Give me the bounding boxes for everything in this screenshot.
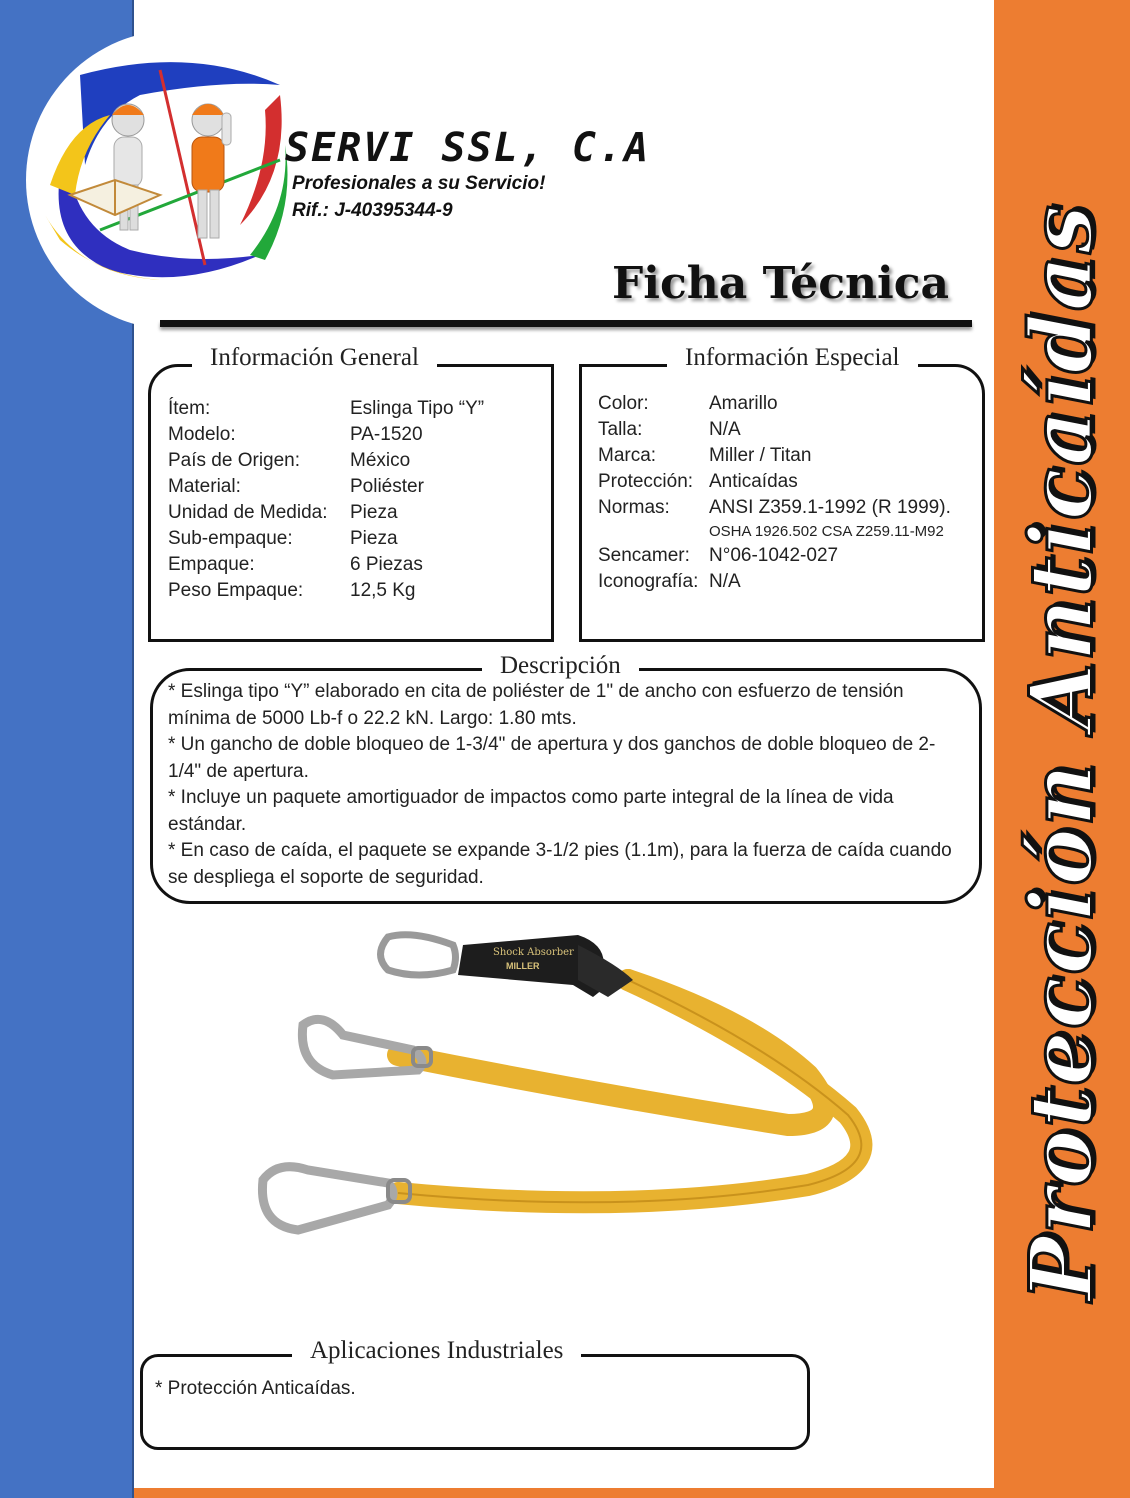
general-info-row-weight <box>168 578 484 604</box>
field-value: Eslinga Tipo “Y” <box>350 398 485 419</box>
field-label: País de Origen: <box>168 450 301 471</box>
field-label: Marca: <box>598 445 657 466</box>
side-category-title: Protección Anticaídas <box>1011 203 1113 1301</box>
company-slogan: Profesionales a su Servicio! <box>292 173 546 194</box>
general-info-heading: Información General <box>192 344 437 372</box>
field-label: Sub-empaque: <box>168 528 293 549</box>
applications-item: * Protección Anticaídas. <box>155 1378 356 1399</box>
field-value: ANSI Z359.1-1992 (R 1999). <box>709 497 951 518</box>
field-label: Talla: <box>598 419 643 440</box>
general-info-row-model <box>168 422 484 448</box>
general-info-row-origin <box>168 448 484 474</box>
field-value: 12,5 Kg <box>350 580 416 601</box>
company-rif: Rif.: J-40395344-9 <box>292 200 453 221</box>
product-image <box>248 925 888 1270</box>
field-value: N/A <box>709 419 741 440</box>
absorber-brand: MILLER <box>506 961 540 971</box>
title-divider <box>160 320 972 327</box>
field-label: Ítem: <box>168 398 211 419</box>
description-heading: Descripción <box>482 652 639 680</box>
special-info-row-color <box>598 391 951 417</box>
standards-note: OSHA 1926.502 CSA Z259.11-M92 <box>709 523 944 540</box>
description-item: * Incluye un paquete amortiguador de impactos como parte integral de la línea de vida estándar. <box>168 787 894 835</box>
field-value: N/A <box>709 571 741 592</box>
general-info-row-pack <box>168 552 484 578</box>
special-info-row-size <box>598 417 951 443</box>
field-value: Anticaídas <box>709 471 798 492</box>
snap-hook-top <box>381 935 456 975</box>
special-info-row-protection <box>598 469 951 495</box>
description-item: * En caso de caída, el paquete se expande 3-1/2 pies (1.1m), para la fuerza de caída cuando se despliega el soporte de seguridad. <box>168 840 952 888</box>
description-list <box>168 679 968 891</box>
field-label: Normas: <box>598 497 670 518</box>
field-label: Material: <box>168 476 241 497</box>
field-value: Amarillo <box>709 393 778 414</box>
company-logo <box>40 55 300 285</box>
field-label: Color: <box>598 393 649 414</box>
general-info-row-subpack <box>168 526 484 552</box>
applications-heading: Aplicaciones Industriales <box>292 1337 581 1365</box>
field-value: Poliéster <box>350 476 424 497</box>
field-label: Empaque: <box>168 554 255 575</box>
field-value: 6 Piezas <box>350 554 423 575</box>
field-value: N°06-1042-027 <box>709 545 839 566</box>
description-item: * Un gancho de doble bloqueo de 1-3/4" de apertura y dos ganchos de doble bloqueo de 2-1/4" de apertura. <box>168 734 936 782</box>
special-info-heading: Información Especial <box>667 344 918 372</box>
field-label: Sencamer: <box>598 545 690 566</box>
field-label: Protección: <box>598 471 694 492</box>
general-info-row-material <box>168 474 484 500</box>
general-info-row-unit <box>168 500 484 526</box>
field-value: Miller / Titan <box>709 445 812 466</box>
document-title: Ficha Técnica <box>612 258 950 309</box>
special-info-row-sencamer <box>598 543 951 569</box>
general-info-row-item <box>168 396 484 422</box>
field-value: Pieza <box>350 528 398 549</box>
field-value: México <box>350 450 411 471</box>
absorber-label: Shock Absorber <box>493 947 574 958</box>
snap-hook-bottom <box>262 1167 393 1230</box>
applications-box <box>140 1354 810 1450</box>
field-label: Modelo: <box>168 424 236 445</box>
field-value: Pieza <box>350 502 398 523</box>
description-item: * Eslinga tipo “Y” elaborado en cita de poliéster de 1" de ancho con esfuerzo de tensión mínima de 5000 Lb-f o 22.2 kN. Largo: 1.80 mts. <box>168 681 904 729</box>
company-name: SERVI SSL, C.A <box>285 125 651 171</box>
bottom-color-band <box>134 1488 1130 1498</box>
special-info-row-standards <box>598 495 951 521</box>
snap-hook-middle <box>302 1019 422 1075</box>
field-label: Peso Empaque: <box>168 580 304 601</box>
field-label: Unidad de Medida: <box>168 502 328 523</box>
special-info-row-iconography <box>598 569 951 595</box>
field-label: Iconografía: <box>598 571 699 592</box>
general-info-list <box>168 396 484 604</box>
special-info-list <box>598 391 951 595</box>
field-value: PA-1520 <box>350 424 423 445</box>
special-info-row-brand <box>598 443 951 469</box>
